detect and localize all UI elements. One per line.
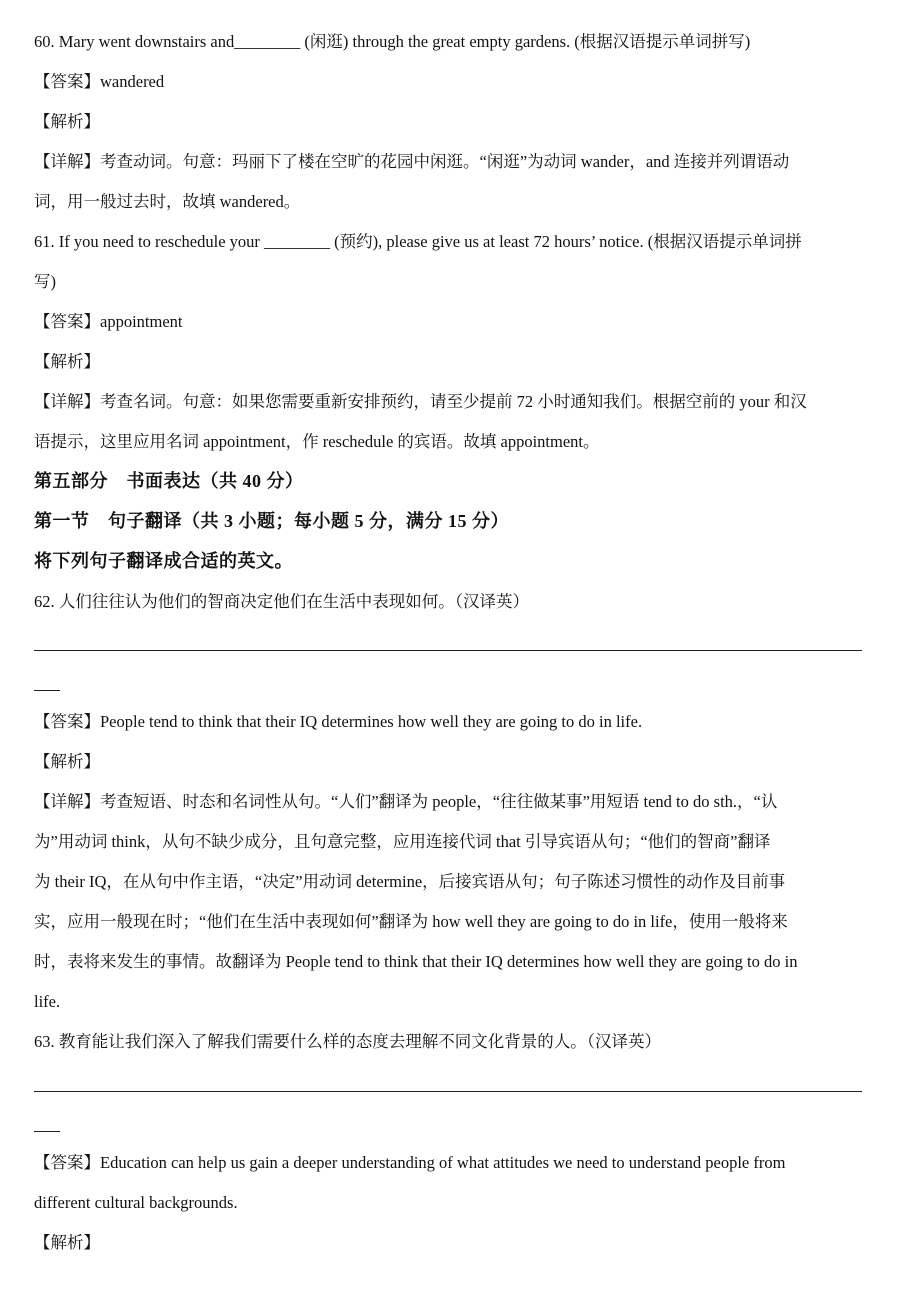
q60-question: 60. Mary went downstairs and________ (闲逛) through the great empty gardens. (根据汉语提示单词拼写) bbox=[34, 32, 751, 51]
q62-question: 62. 人们往往认为他们的智商决定他们在生活中表现如何。（汉译英） bbox=[34, 592, 529, 611]
q61-detail-line-1: 【详解】考查名词。句意：如果您需要重新安排预约，请至少提前 72 小时通知我们。根据空前的 your 和汉 bbox=[34, 392, 807, 411]
q63-answer-line-1: 【答案】Education can help us gain a deeper understanding of what attitudes we need to understand people from bbox=[34, 1153, 786, 1172]
q61-answer: 【答案】appointment bbox=[34, 312, 183, 331]
answer-line-end bbox=[34, 690, 60, 691]
q61-analysis-label: 【解析】 bbox=[34, 352, 100, 371]
q60-detail-line-1: 【详解】考查动词。句意：玛丽下了楼在空旷的花园中闲逛。“闲逛”为动词 wander，and 连接并列谓语动 bbox=[34, 152, 790, 171]
q60-analysis-label: 【解析】 bbox=[34, 112, 100, 131]
q62-detail-line-1: 【详解】考查短语、时态和名词性从句。“人们”翻译为 people，“往往做某事”用短语 tend to do sth.，“认 bbox=[34, 792, 778, 811]
q62-detail-line-3: 为 their IQ，在从句中作主语，“决定”用动词 determine，后接宾语从句；句子陈述习惯性的动作及目前事 bbox=[34, 872, 786, 891]
q61-question-line-1: 61. If you need to reschedule your ________ (预约), please give us at least 72 hours’ notice. (根据汉语提示单词拼 bbox=[34, 232, 802, 251]
q62-detail-line-5: 时，表将来发生的事情。故翻译为 People tend to think that their IQ determines how well they are going to do in bbox=[34, 952, 798, 971]
q63-analysis-label: 【解析】 bbox=[34, 1233, 100, 1252]
q61-detail-line-2: 语提示，这里应用名词 appointment，作 reschedule 的宾语。故填 appointment。 bbox=[34, 432, 600, 451]
q62-answer: 【答案】People tend to think that their IQ determines how well they are going to do in life. bbox=[34, 712, 643, 731]
q60-detail-line-2: 词，用一般过去时，故填 wandered。 bbox=[34, 192, 301, 211]
answer-line-end bbox=[34, 1131, 60, 1132]
q61-question-line-2: 写) bbox=[34, 272, 56, 291]
part-title: 第五部分 书面表达（共 40 分） bbox=[34, 471, 304, 491]
q63-question: 63. 教育能让我们深入了解我们需要什么样的态度去理解不同文化背景的人。（汉译英） bbox=[34, 1032, 661, 1051]
q60-answer: 【答案】wandered bbox=[34, 72, 165, 91]
answer-line bbox=[34, 650, 862, 651]
section-instruction: 将下列句子翻译成合适的英文。 bbox=[34, 551, 293, 571]
q62-analysis-label: 【解析】 bbox=[34, 752, 100, 771]
answer-line bbox=[34, 1091, 862, 1092]
q63-answer-line-2: different cultural backgrounds. bbox=[34, 1193, 238, 1212]
q62-detail-line-4: 实，应用一般现在时；“他们在生活中表现如何”翻译为 how well they are going to do in life，使用一般将来 bbox=[34, 912, 788, 931]
q62-detail-line-2: 为”用动词 think，从句不缺少成分，且句意完整，应用连接代词 that 引导宾语从句；“他们的智商”翻译 bbox=[34, 832, 771, 851]
section-title: 第一节 句子翻译（共 3 小题；每小题 5 分，满分 15 分） bbox=[34, 511, 509, 531]
q62-detail-line-6: life. bbox=[34, 992, 61, 1011]
